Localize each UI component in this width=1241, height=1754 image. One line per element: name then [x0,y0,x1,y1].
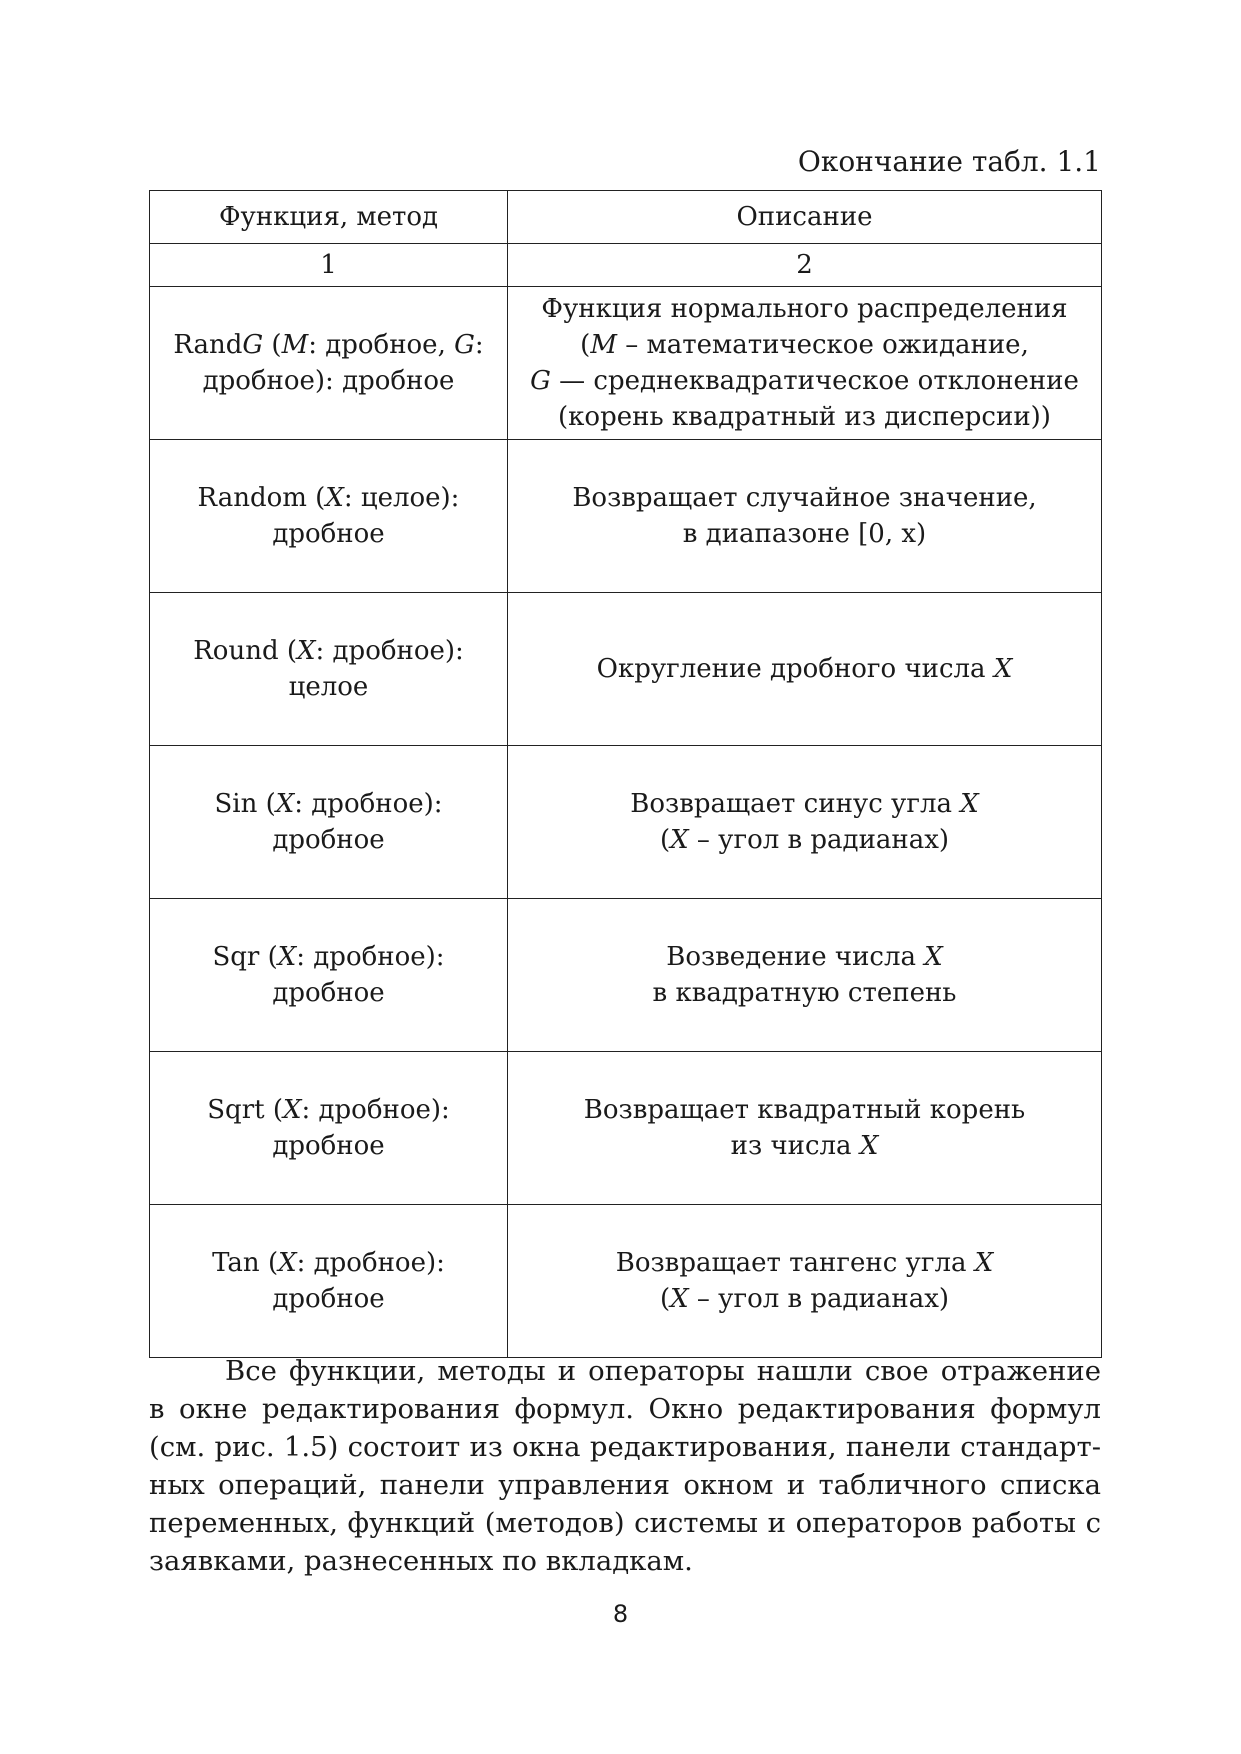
function-cell: Sin (X: дробное): дробное [150,746,508,899]
description-cell: Возвращает случайное значение, в диапазоне [0, x) [508,440,1102,593]
function-cell: Tan (X: дробное): дробное [150,1205,508,1358]
description-cell: Возведение числа X в квадратную степень [508,899,1102,1052]
function-cell: RandG (M: дробное, G: дробное): дробное [150,287,508,440]
header-description: Описание [508,191,1102,244]
description-cell: Функция нормального распределения (M – математическое ожидание, G — среднеквадратическое отклонение (корень квадратный из дисперсии)) [508,287,1102,440]
table-row [150,1052,1102,1205]
table-caption: Окончание табл. 1.1 [797,145,1101,178]
functions-table [149,190,1102,1358]
function-cell: Sqr (X: дробное): дробное [150,899,508,1052]
description-cell: Округление дробного числа X [508,593,1102,746]
column-number-row [150,244,1102,287]
function-cell: Random (X: целое): дробное [150,440,508,593]
page-number: 8 [612,1600,629,1628]
table-row [150,440,1102,593]
table-header-row [150,191,1102,244]
table-row [150,1205,1102,1358]
function-cell: Round (X: дробное): целое [150,593,508,746]
column-number-1: 1 [150,244,508,287]
description-cell: Возвращает синус угла X (X – угол в радианах) [508,746,1102,899]
table-row [150,899,1102,1052]
body-paragraph [149,1352,1101,1580]
header-function-method: Функция, метод [150,191,508,244]
description-cell: Возвращает тангенс угла X (X – угол в радианах) [508,1205,1102,1358]
column-number-2: 2 [508,244,1102,287]
paragraph-text: Все функции, методы и операторы нашли свое отражение в окне редактирования формул. Окно редактирования формул (см. рис. 1.5) состоит из окна редактирования, панели стандартных операций, панели управления окном и табличного списка переменных, функций (методов) системы и операторов работы с заявками, разнесенных по вкладкам. [149,1355,1101,1577]
table-row [150,287,1102,440]
description-cell: Возвращает квадратный корень из числа X [508,1052,1102,1205]
table-row [150,746,1102,899]
table-row [150,593,1102,746]
function-cell: Sqrt (X: дробное): дробное [150,1052,508,1205]
